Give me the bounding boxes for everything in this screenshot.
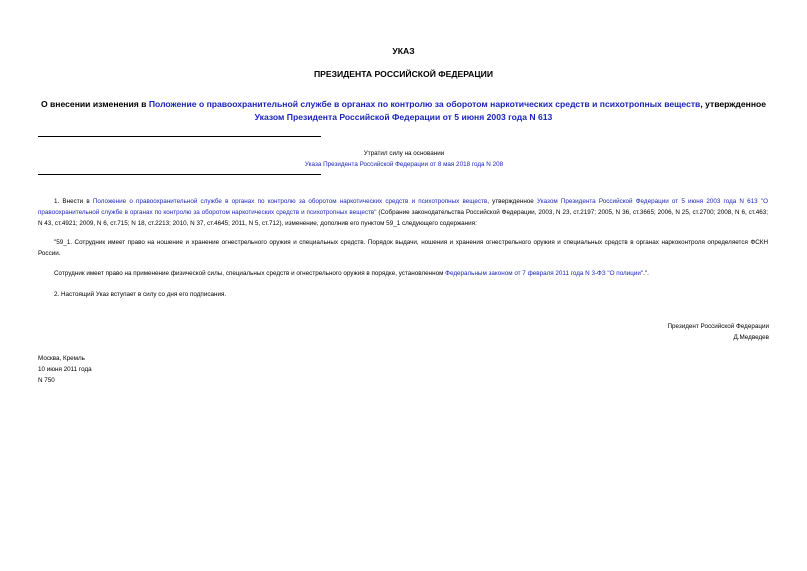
signature-name: Д.Медведев <box>733 334 769 341</box>
paragraph-4: 2. Настоящий Указ вступает в силу со дня его подписания. <box>54 291 227 298</box>
paragraph-3-text-b: .". <box>643 270 649 277</box>
lost-force-note <box>288 148 520 170</box>
decree-heading: УКАЗ <box>392 46 415 56</box>
title-link-decree[interactable]: Указом Президента Российской Федерации от 5 июня 2003 года N 613 <box>254 112 553 122</box>
place-city: Москва, Кремль <box>38 355 85 362</box>
paragraph-1-link-decree-title[interactable]: "О правоохранительной службе в органах по контролю за оборотом наркотических средств и психотропных веществ" <box>38 198 768 216</box>
place-date-block <box>38 353 92 386</box>
signature-block <box>667 321 769 343</box>
lost-force-label: Утратил силу на основании <box>363 150 445 157</box>
paragraph-1-link-regulation[interactable]: Положение о правоохранительной службе в органах по контролю за оборотом наркотических средств и психотропных веществ <box>92 198 488 205</box>
paragraph-2: "59_1. Сотрудник имеет право на ношение и хранение огнестрельного оружия и специальных средств. Порядок выдачи, ношения и хранения огнестрельного оружия и специальных средств в органах наркоконтроля определяется ФСКН России. <box>38 239 768 257</box>
president-heading: ПРЕЗИДЕНТА РОССИЙСКОЙ ФЕДЕРАЦИИ <box>313 69 494 79</box>
paragraph-1-text-b: , утвержденное <box>487 198 537 205</box>
title-link-regulation[interactable]: Положение о правоохранительной службе в органах по контролю за оборотом наркотических средств и психотропных веществ <box>148 99 701 109</box>
document-number: N 750 <box>38 377 55 384</box>
paragraph-3-text-a: Сотрудник имеет право на применение физической силы, специальных средств и огнестрельного оружия в порядке, установленном <box>54 270 446 277</box>
title-prefix: О внесении изменения в <box>40 99 149 109</box>
paragraph-3 <box>38 268 768 279</box>
place-date: 10 июня 2011 года <box>38 366 92 373</box>
paragraph-3-link-police-law[interactable]: Федеральным законом от 7 февраля 2011 года N 3-ФЗ "О полиции" <box>445 270 644 277</box>
paragraph-1-text-a: 1. Внести в <box>54 198 93 205</box>
paragraph-1 <box>38 196 768 229</box>
title-middle: , утвержденное <box>700 99 767 109</box>
divider-bottom <box>38 174 321 175</box>
paragraph-1-link-decree[interactable]: Указом Президента Российской Федерации от 5 июня 2003 года N 613 <box>537 198 758 205</box>
signature-position: Президент Российской Федерации <box>667 323 769 330</box>
divider-top <box>38 136 321 137</box>
document-title <box>0 98 807 124</box>
lost-force-link[interactable]: Указа Президента Российской Федерации от 8 мая 2018 года N 208 <box>304 161 504 168</box>
paragraph-1-text-d: (Собрание законодательства Российской Федерации, 2003, N 23, ст.2197; 2005, N 36, ст.3665; 2006, N 25, ст.2700; 2008, N 6, ст.463; N 43, ст.4921; 2009, N 6, ст.715; N 18, ст.2213; 2010, N 37, ст.4645; 2011, N 5, ст.712), изменение, дополнив его пунктом 59_1 следующего содержания: <box>38 209 768 227</box>
